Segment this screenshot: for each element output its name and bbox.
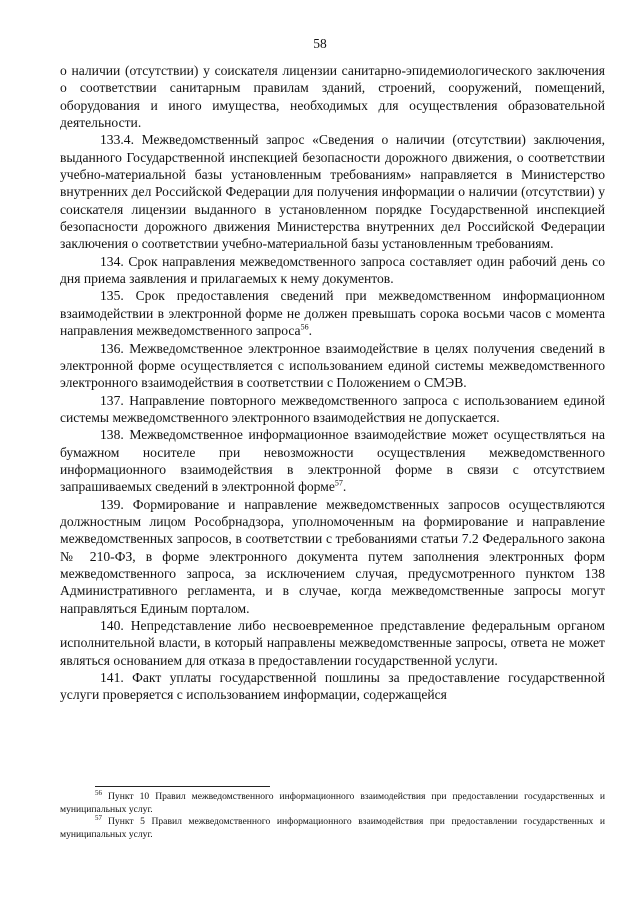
paragraph-137: 137. Направление повторного межведомственного запроса с использованием единой системы межведомственного электронного взаимодействия не допускается.: [60, 392, 605, 425]
paragraph-139: 139. Формирование и направление межведомственных запросов осуществляются должностным лицом Рособрнадзора, уполномоченным на формирование и направление межведомственных запросов, в соответствии с требованиями статьи 7.2 Федерального закона № 210-ФЗ, в форме электронного документа путем заполнения электронных форм межведомственного запроса, за исключением случая, предусмотренного пунктом 138 Административного регламента, и в случае, когда межведомственные запросы могут направляться Единым порталом.: [60, 496, 605, 616]
footnote-ref-57: 57: [334, 478, 343, 488]
paragraph-134: 134. Срок направления межведомственного запроса составляет один рабочий день со дня приема заявления и прилагаемых к нему документов.: [60, 253, 605, 287]
paragraph-continuation: о наличии (отсутствии) у соискателя лицензии санитарно-эпидемиологического заключения о соответствии санитарным правилам зданий, строений, сооружений, помещений, оборудования и иного имущества, необходимых для осуществления образовательной деятельности.: [60, 63, 605, 131]
body-text: [60, 62, 605, 704]
paragraph-140: 140. Непредставление либо несвоевременное представление федеральным органом исполнительной власти, в который направлены межведомственные запросы, ответа не может являться основанием для отказа в предоставлении государственной услуги.: [60, 618, 605, 668]
paragraph-133-4: 133.4. Межведомственный запрос «Сведения о наличии (отсутствии) заключения, выданного Государственной инспекцией безопасности дорожного движения, о соответствии учебно-материальной базы установленным требованиям» направляется в Министерство внутренних дел Российской Федерации для получения информации о наличии (отсутствии) у соискателя лицензии выданного в установленном порядке Государственной инспекцией безопасности дорожного движения Министерства внутренних дел Российской Федерации заключения о соответствии учебно-материальной базы установленным требованиям.: [60, 132, 605, 252]
footnote-57: [60, 816, 605, 841]
footnote-ref-56: 56: [300, 322, 309, 332]
paragraph-136: 136. Межведомственное электронное взаимодействие в целях получения сведений в электронной форме осуществляется с использованием единой системы межведомственного электронного взаимодействия в соответствии с Положением о СМЭВ.: [60, 340, 605, 391]
footnote-number: 56: [95, 788, 102, 797]
footnote-number: 57: [95, 814, 102, 822]
paragraph-135: 135. Срок предоставления сведений при межведомственном информационном взаимодействии в электронной форме не должен превышать сорока восьми часов с момента направления межведомственного запроса$^{56}$.: [60, 288, 605, 339]
footnote-divider: [95, 786, 270, 787]
footnote-text: Пункт 5 Правил межведомственного информационного взаимодействия при предоставлении государственных и муниципальных услуг.: [60, 816, 605, 840]
paragraph-135-text: 135. Срок предоставления сведений при межведомственном информационном взаимодействии в электронной форме не должен превышать сорока восьми часов с момента направления межведомственного запроса: [60, 288, 605, 339]
paragraph-141: 141. Факт уплаты государственной пошлины за предоставление государственной услуги проверяется с использованием информации, содержащейся: [60, 670, 605, 703]
paragraph-138-text: 138. Межведомственное информационное взаимодействие может осуществляться на бумажном носителе при невозможности осуществления межведомственного информационного взаимодействия в электронной форме в связи с отсутствием запрашиваемых сведений в электронной форме: [60, 427, 605, 495]
footnote-text: Пункт 10 Правил межведомственного информационного взаимодействия при предоставлении государственных и муниципальных услуг.: [60, 791, 605, 815]
page-number: 58: [313, 36, 327, 51]
paragraph-138: 138. Межведомственное информационное взаимодействие может осуществляться на бумажном носителе при невозможности осуществления межведомственного информационного взаимодействия в электронной форме в связи с отсутствием запрашиваемых сведений в электронной форме$^{57}$.: [60, 427, 605, 495]
footnote-56: [60, 788, 605, 816]
footnotes: [60, 786, 605, 841]
